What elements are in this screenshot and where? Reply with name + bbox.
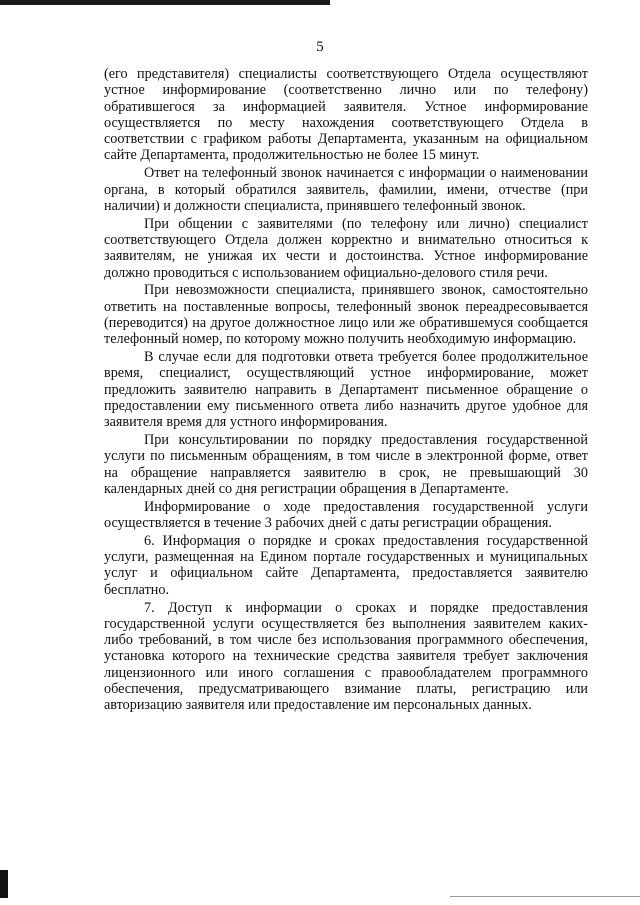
paragraph: Ответ на телефонный звонок начинается с информации о наименовании органа, в который обратился заявитель, фамилии, имени, отчестве (при наличии) и должности специалиста, принявшего телефонный звонок.	[104, 165, 588, 214]
paragraph: При невозможности специалиста, принявшего звонок, самостоятельно ответить на поставленные вопросы, телефонный звонок переадресовывается (переводится) на другое должностное лицо или же обратившемуся сообщается телефонный номер, по которому можно получить необходимую информацию.	[104, 282, 588, 348]
bottom-rule	[450, 896, 640, 897]
page-number: 5	[316, 39, 324, 55]
paragraph: При консультировании по порядку предоставления государственной услуги по письменным обращениям, в том числе в электронной форме, ответ на обращение направляется заявителю в срок, не превышающий 30 календарных дней со дня регистрации обращения в Департаменте.	[104, 432, 588, 497]
body-text	[104, 66, 588, 715]
paragraph: 7. Доступ к информации о сроках и порядке предоставления государственной услуги осуществляется без выполнения заявителем каких-либо требований, в том числе без использования программного обеспечения, установка которого на технические средства заявителя требует заключения лицензионного или иного соглашения с правообладателем программного обеспечения, предусматривающего взимание платы, регистрацию или авторизацию заявителя или предоставление им персональных данных.	[104, 599, 588, 714]
paragraph: При общении с заявителями (по телефону или лично) специалист соответствующего Отдела должен корректно и внимательно относиться к заявителям, не унижая их чести и достоинства. Устное информирование должно проводиться с использованием официально-делового стиля речи.	[104, 215, 588, 281]
paragraph: В случае если для подготовки ответа требуется более продолжительное время, специалист, осуществляющий устное информирование, может предложить заявителю направить в Департамент письменное обращение о предоставлении ему письменного ответа либо назначить другое удобное для заявителя время для устного информирования.	[104, 349, 588, 431]
paragraph: (его представителя) специалисты соответствующего Отдела осуществляют устное информирование (соответственно лично или по телефону) обратившегося за информацией заявителя. Устное информирование осуществляется по месту нахождения соответствующего Отдела в соответствии с графиком работы Департамента, указанным на официальном сайте Департамента, продолжительностью не более 15 минут.	[104, 66, 588, 164]
top-rule	[0, 0, 330, 5]
paragraph: 6. Информация о порядке и сроках предоставления государственной услуги, размещенная на Едином портале государственных и муниципальных услуг и официальном сайте Департамента, предоставляется заявителю бесплатно.	[104, 532, 588, 598]
scan-margin-mark	[0, 870, 8, 898]
paragraph: Информирование о ходе предоставления государственной услуги осуществляется в течение 3 рабочих дней с даты регистрации обращения.	[104, 498, 588, 532]
